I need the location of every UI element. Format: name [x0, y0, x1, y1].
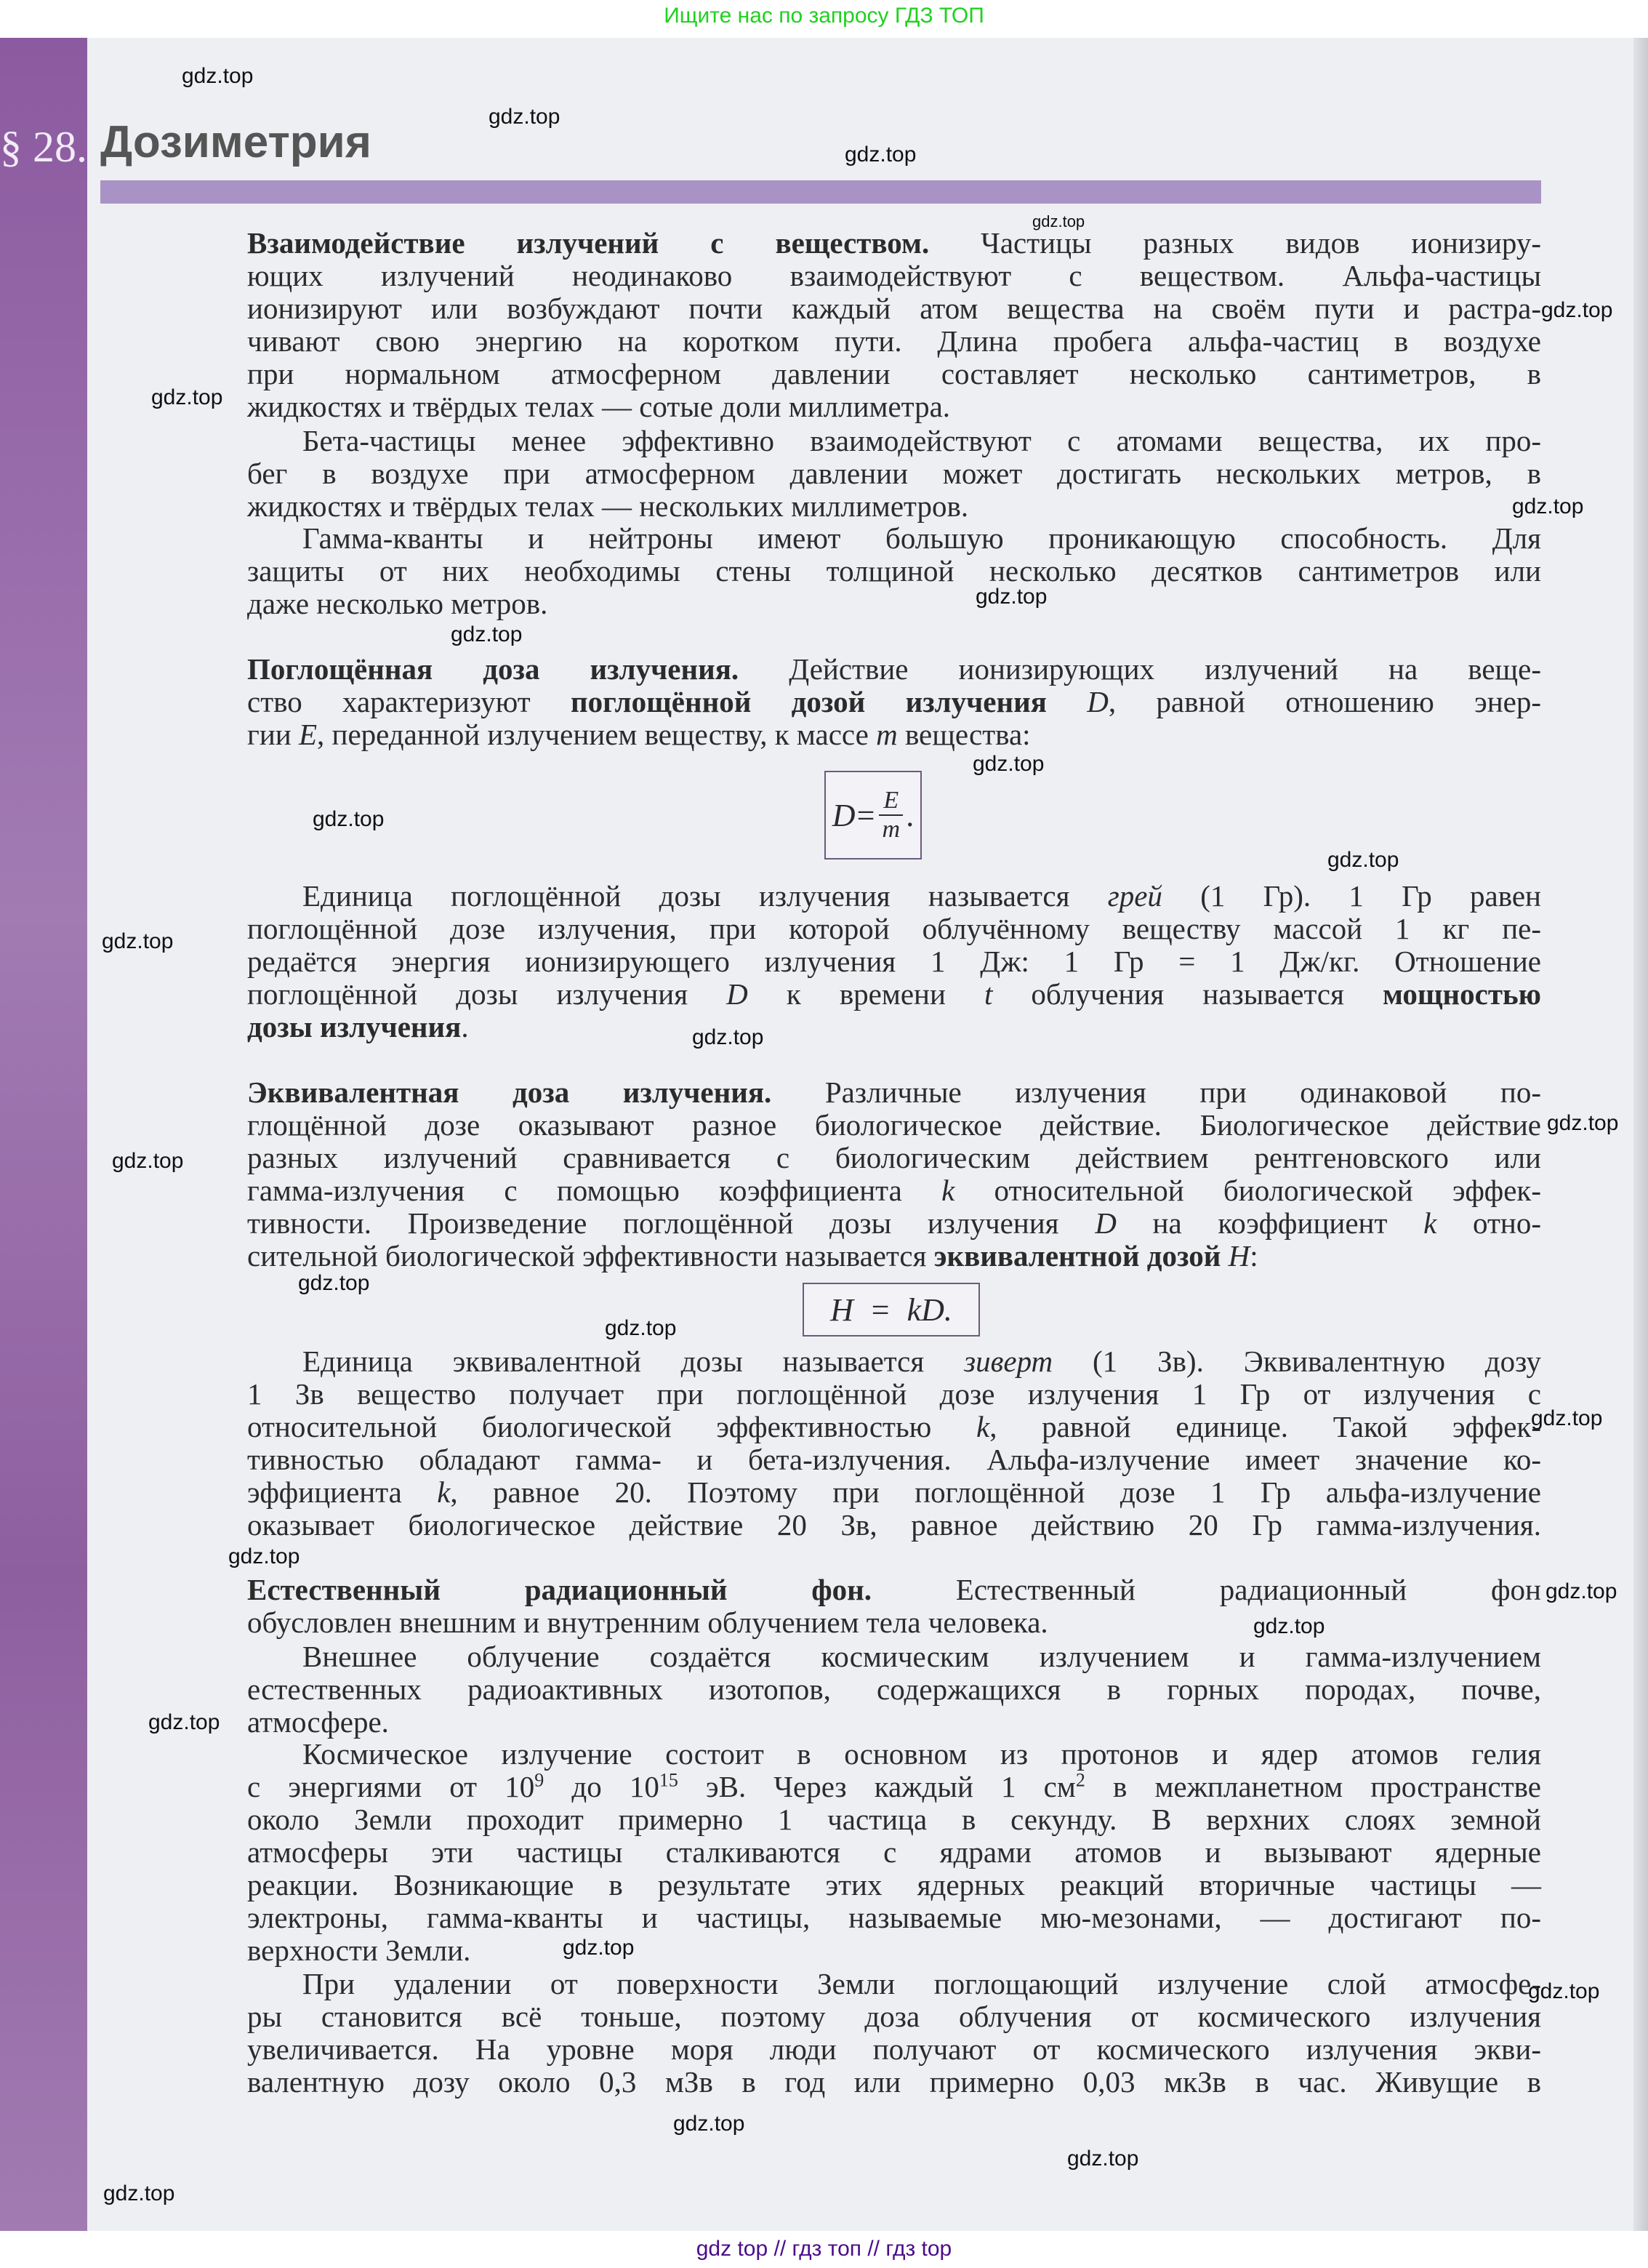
superscript: 2: [1075, 1769, 1085, 1791]
text-segment: жидкостях и твёрдых телах — нескольких миллиметров.: [247, 489, 969, 523]
italic-term: t: [984, 977, 993, 1011]
watermark: gdz.top: [976, 585, 1048, 609]
text-segment: на коэффициент: [1116, 1206, 1424, 1240]
text-segment: При удалении от поверхности Земли поглощающий излучение слой атмосфе-: [302, 1967, 1541, 2000]
italic-term: грей: [1107, 879, 1162, 913]
text-line: [247, 1771, 1541, 1803]
text-segment: :: [1250, 1239, 1258, 1273]
bottom-banner-text: gdz top // гдз топ // гдз top: [696, 2237, 952, 2261]
watermark: gdz.top: [228, 1544, 300, 1568]
text-line: [247, 1706, 1541, 1739]
text-line: [247, 490, 1541, 523]
text-line: [247, 1606, 1541, 1639]
bold-term: Естественный радиационный фон.: [247, 1573, 872, 1606]
watermark: gdz.top: [1327, 848, 1399, 872]
text-line: [247, 653, 1541, 686]
watermark: gdz.top: [563, 1936, 635, 1960]
text-segment: поглощённой дозе излучения, при которой облучённому веществу массой 1 кг пе-: [247, 912, 1541, 945]
watermark: gdz.top: [605, 1316, 677, 1340]
formula-lhs: D: [832, 797, 856, 833]
text-segment: валентную дозу около 0,3 мЗв в год или примерно 0,03 мкЗв в час. Живущие в: [247, 2065, 1541, 2099]
text-segment: чивают свою энергию на коротком пути. Длина пробега альфа-частиц в воздухе: [247, 324, 1541, 358]
text-segment: Естественный радиационный фон: [872, 1573, 1541, 1606]
bold-term: поглощённой дозой излучения: [570, 685, 1047, 718]
text-line: [247, 1345, 1541, 1378]
watermark: gdz.top: [298, 1271, 370, 1295]
text-segment: до 10: [544, 1770, 659, 1803]
text-segment: , равной единице. Такой эффек-: [989, 1410, 1541, 1443]
italic-term: k: [1423, 1206, 1437, 1240]
text-segment: (1 Зв). Эквивалентную дозу: [1053, 1345, 1542, 1378]
section-number: § 28.: [0, 123, 87, 171]
text-line: [247, 880, 1541, 913]
text-segment: отно-: [1436, 1206, 1542, 1240]
text-segment: Внешнее облучение создаётся космическим излучением и гамма-излучением: [302, 1640, 1541, 1673]
text-line: [247, 292, 1541, 325]
text-line: [247, 1968, 1541, 2000]
text-segment: тивности. Произведение поглощённой дозы излучения: [247, 1206, 1096, 1240]
text-line: [247, 1109, 1541, 1142]
paragraph: [247, 1968, 1541, 2099]
text-line: [247, 1836, 1541, 1869]
bottom-banner: [0, 2231, 1648, 2268]
text-line: [247, 390, 1541, 423]
denominator: m: [882, 816, 901, 843]
top-banner: [0, 0, 1648, 38]
text-segment: электроны, гамма-кванты и частицы, называемые мю-мезонами, — достигают по-: [247, 1901, 1541, 1934]
text-line: [247, 2000, 1541, 2033]
text-segment: реакции. Возникающие в результате этих ядерных реакций вторичные частицы —: [247, 1868, 1541, 1902]
text-line: [247, 1509, 1541, 1542]
text-line: [247, 457, 1541, 490]
text-segment: , равное 20. Поэтому при поглощённой дозе 1 Гр альфа-излучение: [450, 1475, 1541, 1509]
watermark: gdz.top: [182, 64, 254, 88]
text-segment: верхности Земли.: [247, 1934, 471, 1967]
text-segment: Бета-частицы менее эффективно взаимодействуют с атомами вещества, их про-: [302, 424, 1541, 457]
text-segment: Гамма-кванты и нейтроны имеют большую проникающую способность. Для: [302, 521, 1541, 555]
text-segment: вещества:: [897, 718, 1031, 751]
text-segment: гамма-излучения с помощью коэффициента: [247, 1174, 942, 1207]
paragraph: [247, 1574, 1541, 1639]
watermark: gdz.top: [313, 807, 385, 831]
paragraph: [247, 653, 1541, 751]
text-segment: .: [461, 1010, 469, 1043]
text-segment: ры становится всё тоньше, поэтому доза облучения от космического излучения: [247, 2000, 1541, 2033]
text-segment: с энергиями от 10: [247, 1770, 535, 1803]
text-line: [247, 425, 1541, 457]
text-segment: ющих излучений неодинаково взаимодействуют с веществом. Альфа-частицы: [247, 259, 1541, 292]
text-segment: эффициента: [247, 1475, 438, 1509]
text-segment: атмосфере.: [247, 1705, 389, 1739]
paragraph: [247, 425, 1541, 523]
text-line: [247, 913, 1541, 945]
text-segment: , равной отношению энер-: [1108, 685, 1542, 718]
text-line: [247, 2066, 1541, 2099]
text-line: [247, 1934, 1541, 1967]
paragraph: [247, 1640, 1541, 1739]
text-line: [247, 1869, 1541, 1902]
bold-term: мощностью: [1383, 977, 1541, 1011]
superscript: 9: [534, 1769, 544, 1791]
watermark: gdz.top: [845, 143, 917, 167]
italic-term: H: [1228, 1239, 1250, 1273]
bold-term: Эквивалентная доза излучения.: [247, 1075, 772, 1109]
watermark: gdz.top: [1541, 298, 1613, 322]
text-line: [247, 358, 1541, 390]
italic-term: k: [976, 1410, 990, 1443]
italic-term: D: [1095, 1206, 1117, 1240]
superscript: 15: [659, 1769, 678, 1791]
text-line: [247, 1240, 1541, 1273]
watermark: gdz.top: [1253, 1614, 1325, 1638]
text-segment: Частицы разных видов ионизиру-: [929, 226, 1541, 260]
text-line: [247, 325, 1541, 358]
text-line: [247, 1142, 1541, 1174]
watermark: gdz.top: [451, 622, 523, 646]
watermark: gdz.top: [692, 1025, 764, 1049]
text-segment: увеличивается. На уровне моря люди получают от космического излучения экви-: [247, 2032, 1541, 2066]
text-segment: тивностью обладают гамма- и бета-излучения. Альфа-излучение имеет значение ко-: [247, 1443, 1541, 1476]
text-line: [247, 1011, 1541, 1043]
text-segment: в межпланетном пространстве: [1085, 1770, 1541, 1803]
text-segment: , переданной излучением веществу, к массе: [317, 718, 877, 751]
watermark: gdz.top: [673, 2112, 745, 2136]
italic-term: D: [726, 977, 748, 1011]
title-underline-bar: [100, 180, 1541, 204]
text-line: [247, 555, 1541, 588]
watermark: gdz.top: [1512, 494, 1584, 518]
paragraph: [247, 1076, 1541, 1273]
paragraph: [247, 227, 1541, 423]
text-segment: 1 Зв вещество получает при поглощённой дозе излучения 1 Гр от излучения с: [247, 1377, 1541, 1411]
text-segment: ионизируют или возбуждают почти каждый атом вещества на своём пути и растра-: [247, 292, 1541, 325]
watermark: gdz.top: [1528, 1979, 1600, 2003]
left-purple-strip: [0, 38, 87, 2231]
watermark: gdz.top: [112, 1149, 184, 1173]
top-banner-text: Ищите нас по запросу ГДЗ ТОП: [664, 4, 984, 28]
text-segment: (1 Гр). 1 Гр равен: [1162, 879, 1541, 913]
text-segment: Единица поглощённой дозы излучения называется: [302, 879, 1108, 913]
bold-term: дозы излучения: [247, 1010, 462, 1043]
watermark: gdz.top: [1032, 212, 1085, 231]
italic-term: зиверт: [964, 1345, 1053, 1378]
text-line: [247, 978, 1541, 1011]
italic-term: m: [876, 718, 898, 751]
text-segment: [1221, 1239, 1228, 1273]
text-line: [247, 1803, 1541, 1836]
text-segment: относительной биологической эффективностью: [247, 1410, 977, 1443]
text-segment: Различные излучения при одинаковой по-: [771, 1075, 1542, 1109]
text-line: [247, 718, 1541, 751]
text-segment: бег в воздухе при атмосферном давлении может достигать нескольких метров, в: [247, 457, 1541, 490]
text-segment: даже несколько метров.: [247, 587, 548, 620]
text-line: [247, 1738, 1541, 1771]
text-line: [247, 1673, 1541, 1706]
bold-term: Поглощённая доза излучения.: [247, 652, 739, 686]
text-segment: защиты от них необходимы стены толщиной несколько десятков сантиметров или: [247, 554, 1541, 588]
text-segment: глощённой дозе оказывают разное биологическое действие. Биологическое действие: [247, 1108, 1541, 1142]
text-line: [247, 1640, 1541, 1673]
text-segment: эВ. Через каждый 1 см: [678, 1770, 1076, 1803]
watermark: gdz.top: [103, 2181, 175, 2205]
paragraph: [247, 1345, 1541, 1542]
formula-equivalent-dose: [803, 1283, 980, 1337]
text-segment: естественных радиоактивных изотопов, содержащихся в горных породах, почве,: [247, 1672, 1541, 1706]
formula-absorbed-dose: [824, 771, 922, 859]
text-line: [247, 945, 1541, 978]
text-line: [247, 1902, 1541, 1934]
text-segment: к времени: [747, 977, 984, 1011]
text-segment: жидкостях и твёрдых телах — сотые доли миллиметра.: [247, 390, 951, 423]
watermark: gdz.top: [1067, 2147, 1139, 2171]
text-segment: при нормальном атмосферном давлении составляет несколько сантиметров, в: [247, 357, 1541, 390]
text-segment: атмосферы эти частицы сталкиваются с ядрами атомов и вызывают ядерные: [247, 1835, 1541, 1869]
text-segment: разных излучений сравнивается с биологическим действием рентгеновского или: [247, 1141, 1541, 1174]
text-segment: обусловлен внешним и внутренним облучением тела человека.: [247, 1606, 1048, 1639]
fraction: [879, 787, 903, 844]
text-segment: ство характеризуют: [247, 685, 571, 718]
text-line: [247, 1443, 1541, 1476]
text-line: [247, 1411, 1541, 1443]
formula-period: .: [906, 797, 915, 833]
watermark: gdz.top: [1545, 1579, 1617, 1603]
text-segment: гии: [247, 718, 299, 751]
bold-term: Взаимодействие излучений с веществом.: [247, 226, 930, 260]
italic-term: D: [1087, 685, 1109, 718]
text-line: [247, 227, 1541, 260]
text-segment: около Земли проходит примерно 1 частица в секунду. В верхних слоях земной: [247, 1803, 1541, 1836]
paragraph: [247, 1738, 1541, 1967]
italic-term: E: [298, 718, 317, 751]
text-line: [247, 1476, 1541, 1509]
text-segment: Космическое излучение состоит в основном из протонов и ядер атомов гелия: [302, 1737, 1541, 1771]
text-line: [247, 1574, 1541, 1606]
watermark: gdz.top: [151, 385, 223, 409]
text-line: [247, 1174, 1541, 1207]
italic-term: k: [437, 1475, 451, 1509]
text-line: [247, 588, 1541, 620]
text-line: [247, 260, 1541, 292]
numerator: E: [879, 787, 903, 816]
text-segment: Единица эквивалентной дозы называется: [302, 1345, 965, 1378]
text-line: [247, 522, 1541, 555]
watermark: gdz.top: [489, 105, 560, 129]
watermark: gdz.top: [102, 929, 174, 953]
page-title: Дозиметрия: [100, 117, 371, 167]
watermark: gdz.top: [1531, 1406, 1603, 1430]
page-edge: [1633, 38, 1648, 2231]
watermark: gdz.top: [973, 752, 1045, 776]
text-line: [247, 1207, 1541, 1240]
text-line: [247, 686, 1541, 718]
formula-equals: =: [856, 797, 875, 833]
text-segment: поглощённой дозы излучения: [247, 977, 727, 1011]
text-line: [247, 1378, 1541, 1411]
paragraph: [247, 880, 1541, 1043]
text-segment: оказывает биологическое действие 20 Зв, равное действию 20 Гр гамма-излучения.: [247, 1508, 1541, 1542]
bold-term: эквивалентной дозой: [933, 1239, 1221, 1273]
text-line: [247, 2033, 1541, 2066]
text-segment: относительной биологической эффек-: [954, 1174, 1542, 1207]
formula-text: H = kD.: [830, 1291, 952, 1328]
text-segment: [1047, 685, 1087, 718]
watermark: gdz.top: [1547, 1111, 1619, 1135]
text-line: [247, 1076, 1541, 1109]
watermark: gdz.top: [148, 1710, 220, 1734]
text-segment: сительной биологической эффективности называется: [247, 1239, 934, 1273]
text-segment: Действие ионизирующих излучений на веще-: [739, 652, 1541, 686]
text-segment: редаётся энергия ионизирующего излучения 1 Дж: 1 Гр = 1 Дж/кг. Отношение: [247, 945, 1541, 978]
italic-term: k: [941, 1174, 955, 1207]
paragraph: [247, 522, 1541, 620]
text-segment: облучения называется: [992, 977, 1383, 1011]
